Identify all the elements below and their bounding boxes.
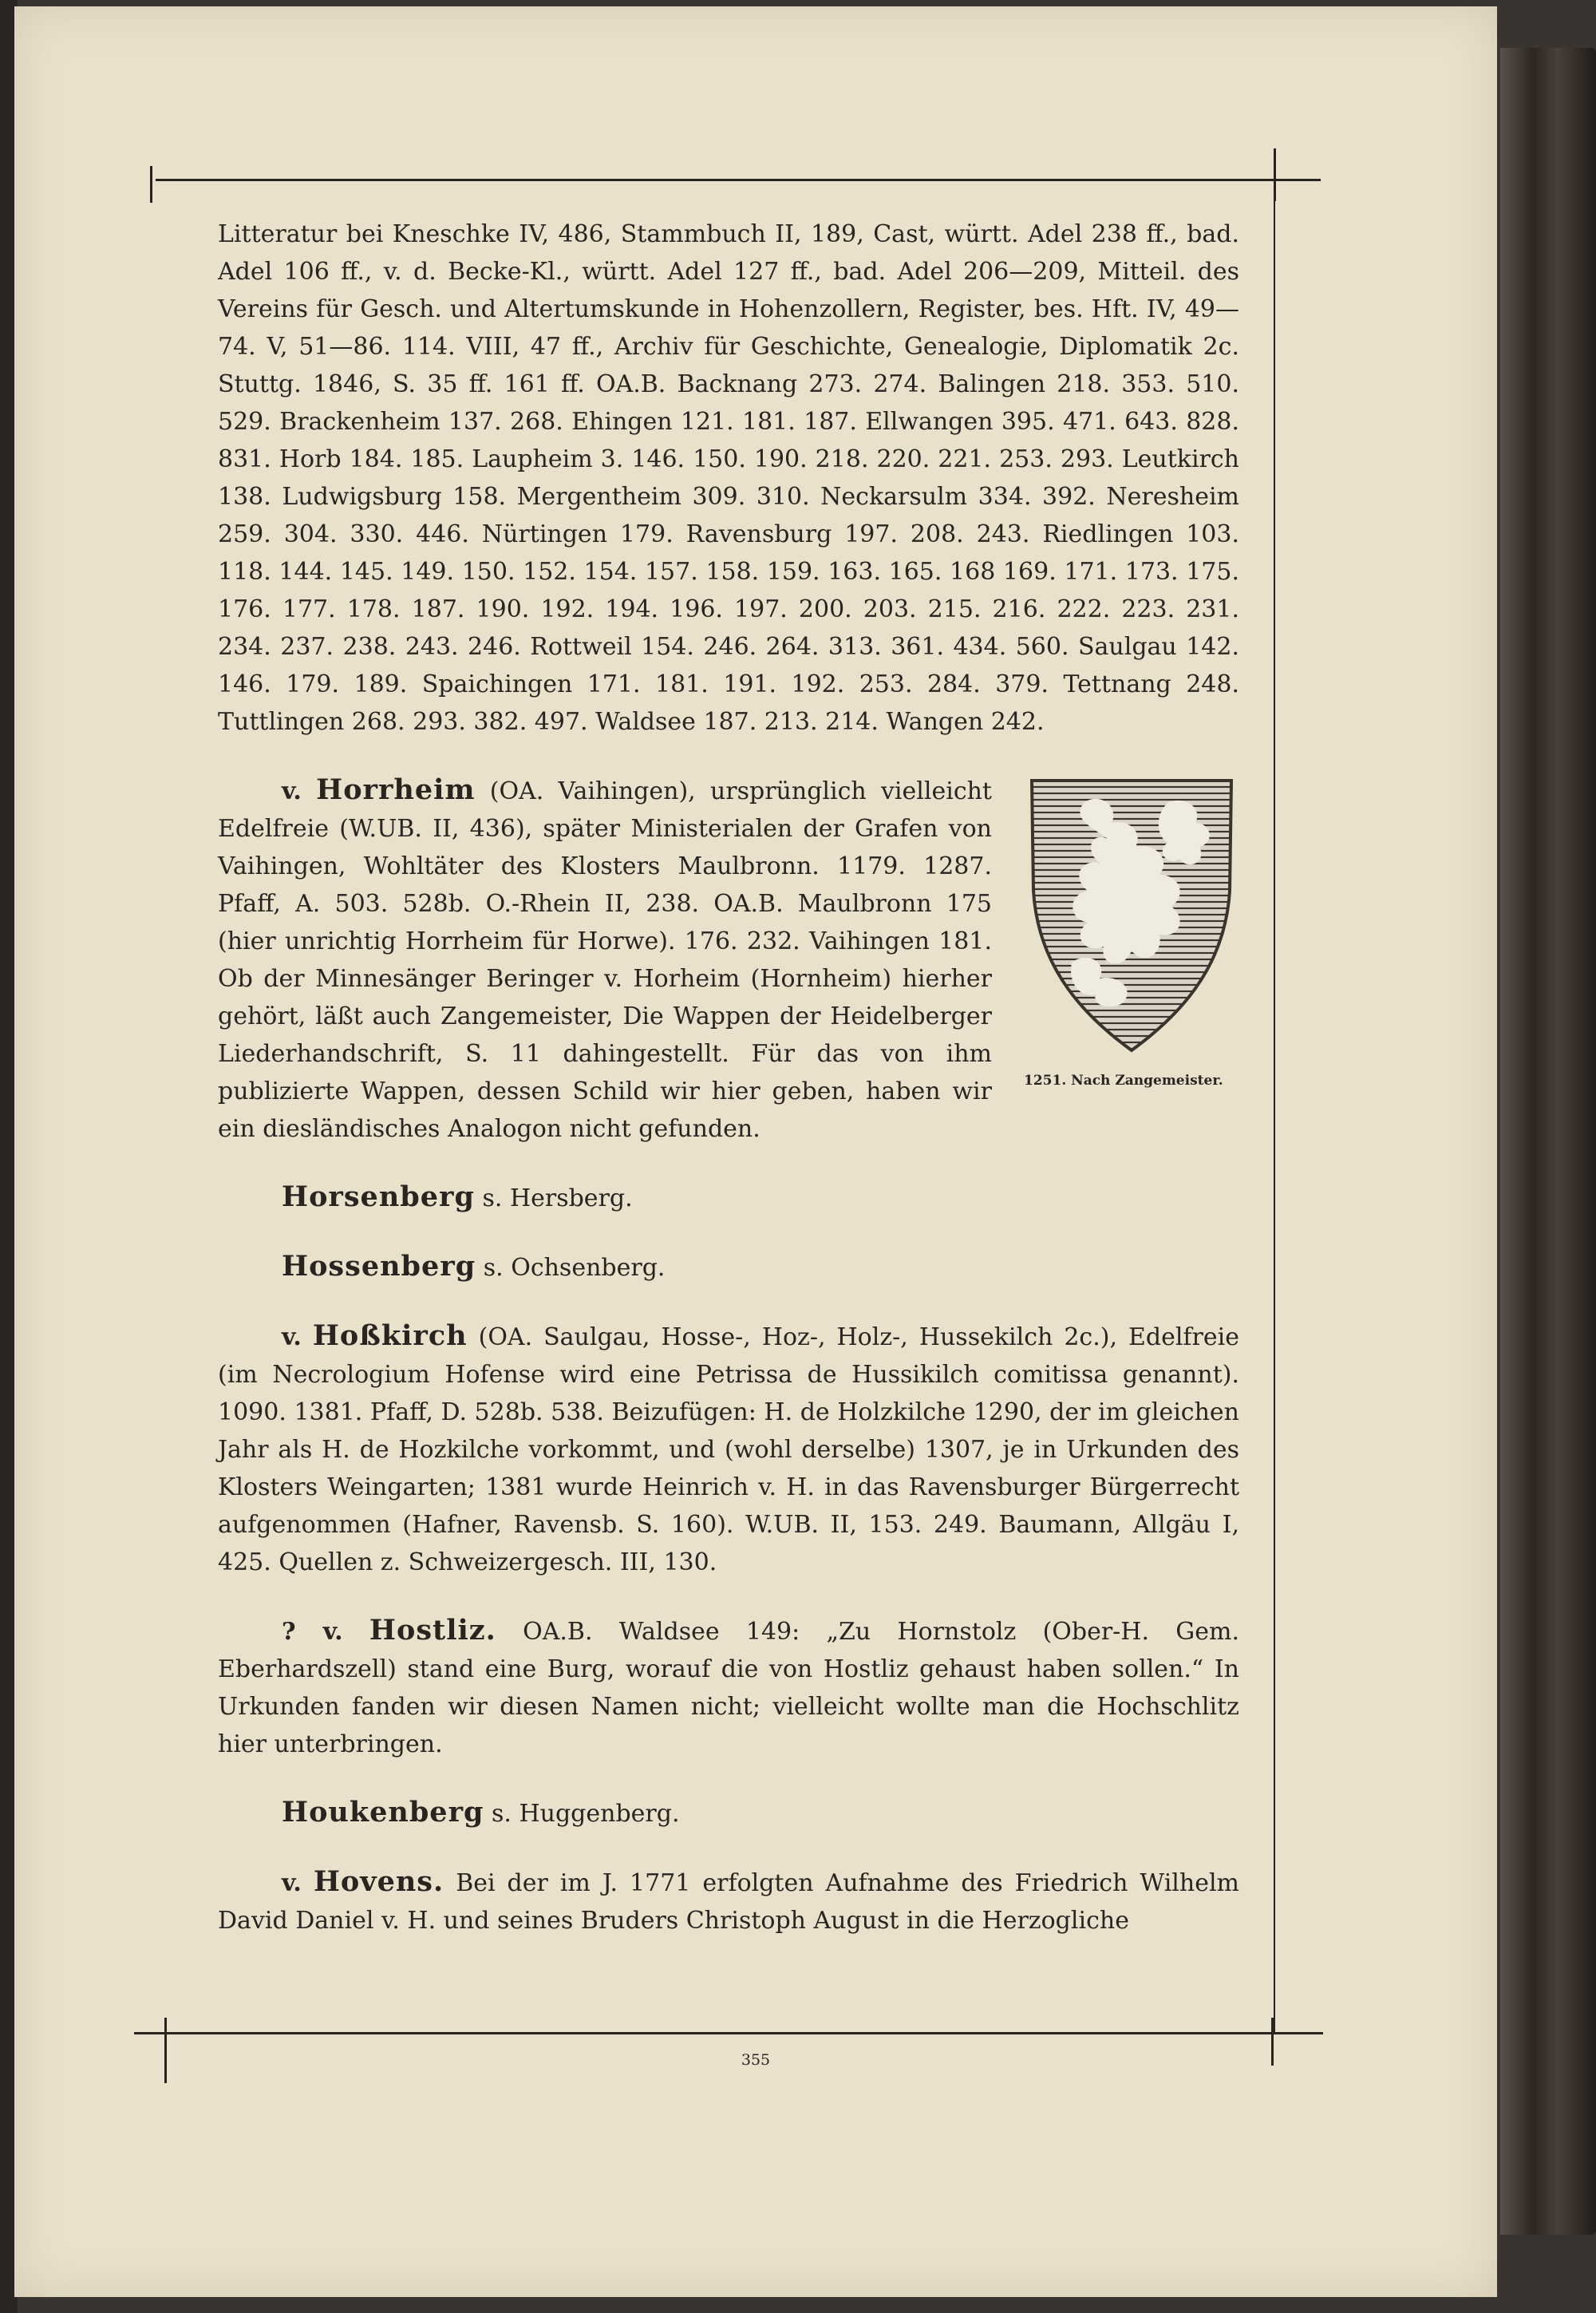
entry-text: s. Hersberg.	[482, 1184, 633, 1212]
entry-heading: Hoßkirch	[312, 1319, 468, 1352]
entry-prefix: ? v.	[282, 1618, 343, 1646]
entry-hossenberg	[218, 1247, 1239, 1287]
entry-heading: Hossenberg	[282, 1250, 476, 1283]
entry-heading: Hovens.	[313, 1865, 444, 1898]
coat-of-arms-shield-icon	[1024, 771, 1239, 1058]
right-rule	[1274, 166, 1275, 2034]
entry-text: Bei der im J. 1771 erfolgten Aufnahme des Friedrich Wilhelm David Daniel v. H. und seines Bruders Christoph August in die Herzogliche	[218, 1869, 1239, 1935]
entry-heading: Horrheim	[316, 773, 476, 806]
entry-horsenberg	[218, 1178, 1239, 1217]
entry-hosskirch	[218, 1317, 1239, 1581]
coat-of-arms-figure	[1024, 771, 1239, 1096]
entry-hoven	[218, 1863, 1239, 1939]
book-spine	[1500, 48, 1596, 2235]
entry-text: s. Huggenberg.	[492, 1800, 680, 1828]
entry-heading: Horsenberg	[282, 1180, 475, 1213]
bottom-left-tick	[164, 2018, 167, 2083]
entry-horrheim	[218, 771, 1239, 1148]
literature-paragraph: Litteratur bei Kneschke IV, 486, Stammbuch II, 189, Cast, württ. Adel 238 ff., bad. Adel 106 ff., v. d. Becke-Kl., württ. Adel 127 ff., bad. Adel 206—209, Mitteil. des Vereins für Gesch. und Altertumskunde in Hohenzollern, Register, bes. Hft. IV, 49—74. V, 51—86. 114. VIII, 47 ff., Archiv für Geschichte, Genealogie, Diplomatik 2c. Stuttg. 1846, S. 35 ff. 161 ff. OA.B. Backnang 273. 274. Balingen 218. 353. 510. 529. Brackenheim 137. 268. Ehingen 121. 181. 187. Ellwangen 395. 471. 643. 828. 831. Horb 184. 185. Laupheim 3. 146. 150. 190. 218. 220. 221. 253. 293. Leutkirch 138. Ludwigsburg 158. Mergentheim 309. 310. Neckarsulm 334. 392. Neresheim 259. 304. 330. 446. Nürtingen 179. Ravensburg 197. 208. 243. Riedlingen 103. 118. 144. 145. 149. 150. 152. 154. 157. 158. 159. 163. 165. 168 169. 171. 173. 175. 176. 177. 178. 187. 190. 192. 194. 196. 197. 200. 203. 215. 216. 222. 223. 231. 234. 237. 238. 243. 246. Rottweil 154. 246. 264. 313. 361. 434. 560. Saulgau 142. 146. 179. 189. Spaichingen 171. 181. 191. 192. 253. 284. 379. Tettnang 248. Tuttlingen 268. 293. 382. 497. Waldsee 187. 213. 214. Wangen 242.	[218, 220, 1239, 736]
figure-caption: 1251. Nach Zangemeister.	[1024, 1073, 1223, 1089]
entry-heading: Hostliz.	[369, 1614, 496, 1647]
entry-text: s. Ochsenberg.	[483, 1254, 666, 1282]
entry-prefix: v.	[282, 1323, 302, 1351]
top-left-tick	[150, 166, 152, 203]
entry-prefix: v.	[282, 1869, 302, 1897]
page-number: 355	[741, 2051, 771, 2069]
entry-text: OA.B. Waldsee 149: „Zu Hornstolz (Ober-H. Gem. Eberhardszell) stand eine Burg, worauf die von Hostliz gehaust haben sollen.“ In Urkunden fanden wir diesen Namen nicht; vielleicht wollte man die Hochschlitz hier unterbringen.	[218, 1618, 1239, 1758]
book-page	[14, 6, 1497, 2297]
entry-prefix: v.	[282, 777, 302, 805]
entry-heading: Houkenberg	[282, 1796, 484, 1829]
entry-text: (OA. Vaihingen), ursprünglich vielleicht Edelfreie (W.UB. II, 436), später Ministerialen der Grafen von Vaihingen, Wohltäter des Klosters Maulbronn. 1179. 1287. Pfaff, A. 503. 528b. O.-Rhein II, 238. OA.B. Maulbronn 175 (hier unrichtig Horrheim für Horwe). 176. 232. Vaihingen 181. Ob der Minnesänger Beringer v. Horheim (Hornheim) hierher gehört, läßt auch Zangemeister, Die Wappen der Heidelberger Liederhandschrift, S. 11 dahingestellt. Für das von ihm publizierte Wappen, dessen Schild wir hier geben, haben wir ein diesländisches Analogon nicht gefunden.	[218, 777, 992, 1143]
top-rule	[156, 179, 1321, 181]
text-column	[218, 215, 1239, 1939]
bottom-rule	[134, 2032, 1323, 2034]
entry-houkenberg	[218, 1793, 1239, 1833]
entry-hostliz	[218, 1611, 1239, 1763]
entry-text: (OA. Saulgau, Hosse-, Hoz-, Holz-, Hussekilch 2c.), Edelfreie (im Necrologium Hofense wird eine Petrissa de Hussikilch comitissa genannt). 1090. 1381. Pfaff, D. 528b. 538. Beizufügen: H. de Holzkilche 1290, der im gleichen Jahr als H. de Hozkilche vorkommt, und (wohl derselbe) 1307, je in Urkunden des Klosters Weingarten; 1381 wurde Heinrich v. H. in das Ravensburger Bürgerrecht aufgenommen (Hafner, Ravensb. S. 160). W.UB. II, 153. 249. Baumann, Allgäu I, 425. Quellen z. Schweizergesch. III, 130.	[218, 1323, 1239, 1576]
